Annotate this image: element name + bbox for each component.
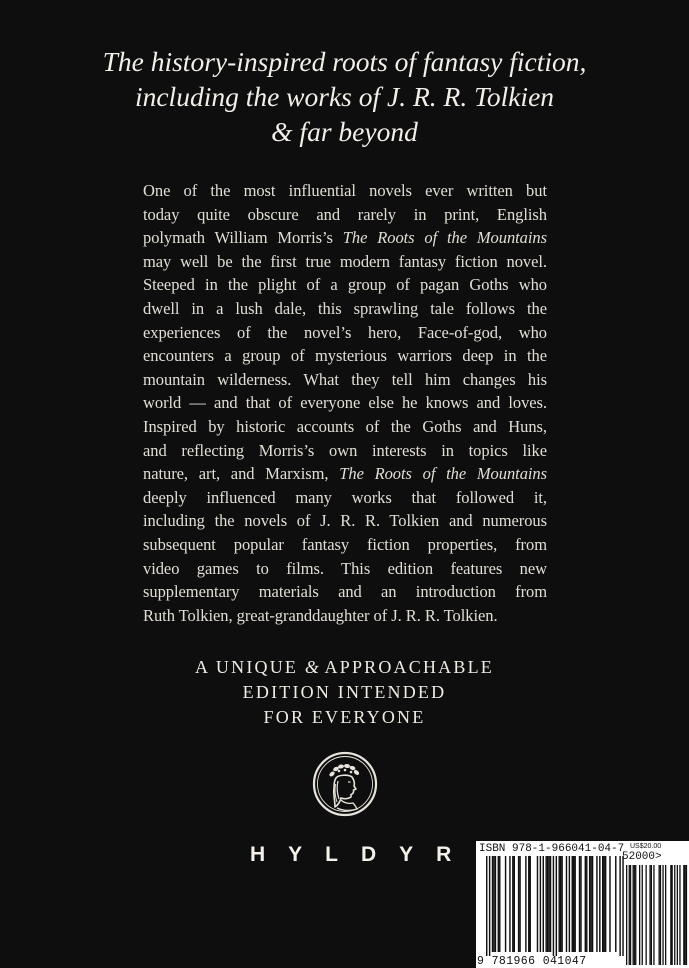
description-line: today quite obscure and rarely in print, English <box>143 204 547 224</box>
barcode-bar <box>592 856 593 952</box>
barcode-bar <box>525 856 526 952</box>
addon-bar <box>629 865 630 965</box>
barcode-bar <box>586 856 587 952</box>
addon-bar <box>677 865 678 965</box>
barcode-bar <box>550 856 551 952</box>
banner-line-1 <box>0 655 689 680</box>
description-text: nature, art, and Marxism, <box>143 464 340 484</box>
addon-bar <box>649 865 650 965</box>
barcode-bar <box>605 856 606 952</box>
description-line: dwell in a lush dale, this sprawling tale follows the <box>143 298 547 318</box>
description-line: supplementary materials and an introduction from <box>143 582 547 602</box>
barcode-bar <box>585 856 586 952</box>
barcode-bar <box>545 856 546 952</box>
description-line: Ruth Tolkien, great-granddaughter of J. R. R. Tolkien. <box>143 605 498 625</box>
barcode-bar <box>609 856 610 952</box>
barcode-bar <box>540 856 541 952</box>
addon-bar <box>635 865 636 965</box>
barcode-bar <box>569 856 570 952</box>
price-label: US$20.00 <box>630 843 662 850</box>
addon-bar <box>685 865 686 965</box>
barcode-bar <box>590 856 591 952</box>
barcode-bar <box>566 856 567 952</box>
tagline-line-2: including the works of J. R. R. Tolkien <box>134 81 555 112</box>
addon-bar <box>626 865 627 965</box>
barcode-bar <box>486 856 487 956</box>
barcode-bar <box>579 856 580 952</box>
barcode-bar <box>553 856 554 956</box>
barcode-bar <box>572 856 573 952</box>
barcode-bar <box>615 856 616 952</box>
barcode-bar <box>514 856 515 952</box>
barcode-bar <box>573 856 574 952</box>
description-line <box>143 226 547 250</box>
description-line: including the novels of J. R. R. Tolkien and numerous <box>143 511 547 531</box>
barcode-bar <box>489 856 490 956</box>
barcode-bar <box>547 856 548 952</box>
barcode-bar <box>559 856 560 952</box>
addon-bar <box>651 865 652 965</box>
barcode-bar <box>543 856 544 952</box>
barcode-bar <box>556 856 557 956</box>
barcode-bar <box>499 856 500 952</box>
description-line <box>143 462 547 486</box>
banner-ampersand: & <box>304 657 319 677</box>
barcode-bar <box>505 856 506 952</box>
addon-bar <box>686 865 687 965</box>
barcode-bar <box>492 856 493 952</box>
publisher-name: HYLDYR <box>250 843 475 866</box>
barcode-bar <box>589 856 590 952</box>
banner-line-1-start: A UNIQUE <box>195 657 305 677</box>
barcode-bar <box>574 856 575 952</box>
description-line: encounters a group of mysterious warriors deep in the <box>143 346 547 366</box>
book-title-italic: The Roots of the Mountains <box>339 464 547 484</box>
description-line: One of the most influential novels ever written but <box>143 181 547 200</box>
description-text: polymath William Morris’s <box>143 228 343 248</box>
barcode-bar <box>509 856 510 952</box>
addon-bar <box>634 865 635 965</box>
description-line: video games to films. This edition features new <box>143 558 547 578</box>
description-line: subsequent popular fantasy fiction properties, from <box>143 534 547 554</box>
description-line: Inspired by historic accounts of the Goths and Huns, <box>143 416 547 436</box>
description-line: experiences of the novel’s hero, Face-of-god, who <box>143 322 547 342</box>
barcode-bar <box>561 856 562 952</box>
isbn-label: ISBN 978-1-966041-04-7 <box>479 843 625 855</box>
tagline-line-3: & far beyond <box>271 116 418 147</box>
barcode-bar <box>619 856 620 956</box>
barcode-bar <box>548 856 549 952</box>
isbn-barcode <box>476 841 689 968</box>
description-line: may well be the first true modern fantasy fiction novel. <box>143 251 547 271</box>
barcode-bar <box>622 856 623 956</box>
addon-bar <box>633 865 634 965</box>
barcode-bar <box>493 856 494 952</box>
addon-bar <box>659 865 660 965</box>
addon-bar <box>646 865 647 965</box>
tagline-line-1: The history-inspired roots of fantasy fiction, <box>102 46 587 77</box>
barcode-bar <box>599 856 600 952</box>
description-line: mountain wilderness. What they tell him changes his <box>143 369 547 389</box>
addon-bar <box>683 865 684 965</box>
description-line: world — and that of everyone else he knows and loves. <box>143 393 547 413</box>
barcode-bar <box>518 856 519 952</box>
barcode-bar <box>537 856 538 952</box>
description-line: deeply influenced many works that followed it, <box>143 487 547 507</box>
addon-bar <box>670 865 671 965</box>
edition-banner <box>0 655 689 730</box>
barcode-bar <box>519 856 520 952</box>
barcode-bar <box>495 856 496 952</box>
barcode-bar <box>596 856 597 952</box>
banner-line-2: EDITION INTENDED <box>242 682 447 702</box>
addon-bar <box>665 865 666 965</box>
barcode-bar <box>602 856 603 952</box>
barcode-bar <box>528 856 529 952</box>
description-line: Steeped in the plight of a group of pagan Goths who <box>143 275 547 295</box>
barcode-bar <box>530 856 531 952</box>
addon-code: 52000> <box>622 851 662 863</box>
ean-digits: 9 781966 041047 <box>477 955 587 968</box>
barcode-bar <box>560 856 561 952</box>
addon-bar <box>639 865 640 965</box>
book-description <box>143 179 547 627</box>
barcode-bar <box>498 856 499 952</box>
tagline <box>0 44 689 149</box>
addon-bar <box>679 865 680 965</box>
addon-bar <box>630 865 631 965</box>
addon-bar <box>642 865 643 965</box>
addon-bar <box>662 865 663 965</box>
addon-bar <box>674 865 675 965</box>
book-title-italic: The Roots of the Mountains <box>342 228 547 248</box>
banner-line-3: FOR EVERYONE <box>263 707 426 727</box>
addon-bar <box>653 865 654 965</box>
banner-line-1-end: APPROACHABLE <box>318 657 494 677</box>
barcode-bar <box>603 856 604 952</box>
crowned-head-seal-icon <box>311 750 379 818</box>
barcode-bar <box>512 856 513 952</box>
addon-bar <box>660 865 661 965</box>
description-line: and reflecting Morris’s own interests in topics like <box>143 440 547 460</box>
barcode-bar <box>580 856 581 952</box>
addon-bar <box>672 865 673 965</box>
